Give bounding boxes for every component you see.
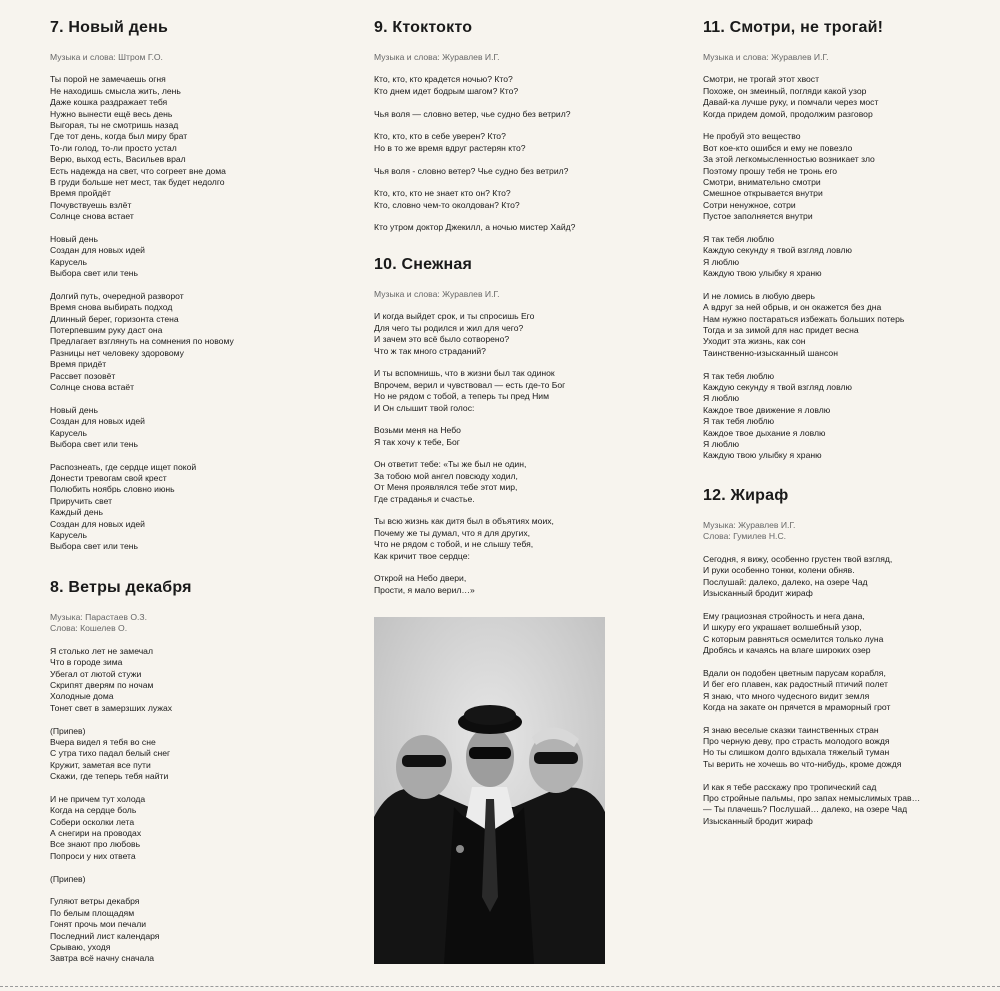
lyric-line: Изысканный бродит жираф xyxy=(703,815,813,826)
lyric-line: Ты верить не хочешь во что-нибудь, кроме дождя xyxy=(703,758,902,769)
lyric-line: Открой на Небо двери, xyxy=(374,573,467,584)
song-12 xyxy=(703,486,993,827)
lyric-line: Полюбить ноябрь словно июнь xyxy=(50,484,175,495)
song-8 xyxy=(50,578,350,965)
lyric-line: Но в то же время вдруг растерян кто? xyxy=(374,142,526,153)
lyric-line: Ему грациозная стройность и нега дана, xyxy=(703,610,865,621)
lyric-line: Я так тебя люблю xyxy=(703,233,775,244)
lyric-line: Я люблю xyxy=(703,393,740,404)
song-7 xyxy=(50,18,350,553)
lyric-line: Прости, я мало верил…» xyxy=(374,584,475,595)
lyric-line: Гонят прочь мои печали xyxy=(50,919,147,930)
lyric-line: Ты порой не замечаешь огня xyxy=(50,74,166,85)
lyric-line: Новый день xyxy=(50,404,98,415)
lyric-line: Выбора свет или тень xyxy=(50,541,138,552)
lyric-line: С которым равняться осмелится только луна xyxy=(703,633,884,644)
lyric-line: Срываю, уходя xyxy=(50,941,111,952)
lyric-line: Чья воля - словно ветер? Чье судно без ветрил? xyxy=(374,165,569,176)
lyric-line: Завтра всё начну сначала xyxy=(50,953,155,964)
lyric-line: (Припев) xyxy=(50,873,86,884)
lyric-stanza-break xyxy=(374,97,634,108)
lyric-line: Когда придем домой, продолжим разговор xyxy=(703,108,873,119)
lyric-line: Донести тревогам свой крест xyxy=(50,473,167,484)
lyric-line: Солнце снова встаёт xyxy=(50,381,135,392)
lyric-line: Скрипят дверям по ночам xyxy=(50,679,154,690)
lyric-line: Я люблю xyxy=(703,256,740,267)
lyric-line: Я столько лет не замечал xyxy=(50,645,153,656)
lyric-line: Смотри, не трогай этот хвост xyxy=(703,74,820,85)
lyric-line: Для чего ты родился и жил для чего? xyxy=(374,322,524,333)
lyric-line: Я знаю веселые сказки таинственных стран xyxy=(703,724,879,735)
lyric-line: Давай-ка лучше руку, и помчали через мост xyxy=(703,97,879,108)
lyric-line: Смешное открывается внутри xyxy=(703,188,823,199)
song-title: 12. Жираф xyxy=(703,487,789,504)
lyric-stanza-break xyxy=(374,177,634,188)
lyric-line: Где страданья и счастье. xyxy=(374,493,475,504)
lyric-line: Про стройные пальмы, про запах немыслимых трав… xyxy=(703,793,921,804)
lyric-line: Кто днем идет бодрым шагом? Кто? xyxy=(374,85,519,96)
bottom-dashed-divider xyxy=(0,986,1000,987)
lyric-line: Каждое твое дыхание я ловлю xyxy=(703,427,826,438)
band-photo-illustration xyxy=(374,617,605,964)
lyric-line: Все знают про любовь xyxy=(50,839,141,850)
lyric-line: Почувствуешь взлёт xyxy=(50,199,132,210)
lyric-line: Выбора свет или тень xyxy=(50,438,138,449)
lyric-line: Кружит, заметая все пути xyxy=(50,759,151,770)
song-title: 10. Снежная xyxy=(374,256,473,273)
lyric-line: Вдали он подобен цветным парусам корабля, xyxy=(703,667,886,678)
lyric-line: Я так хочу к тебе, Бог xyxy=(374,436,460,447)
lyric-line: Попроси у них ответа xyxy=(50,850,136,861)
lyric-stanza-break xyxy=(50,222,350,233)
lyric-line: Даже кошка раздражает тебя xyxy=(50,97,168,108)
lyric-line: Холодные дома xyxy=(50,691,114,702)
lyric-line: Есть надежда на свет, что согреет вне дома xyxy=(50,165,226,176)
lyric-line: Собери осколки лета xyxy=(50,816,135,827)
lyric-line: Кто, кто, кто не знает кто он? Кто? xyxy=(374,188,511,199)
lyric-line: А снегири на проводах xyxy=(50,828,142,839)
lyric-stanza-break xyxy=(374,414,634,425)
lyric-line: Сегодня, я вижу, особенно грустен твой взгляд, xyxy=(703,553,893,564)
lyric-line: Создан для новых идей xyxy=(50,416,145,427)
lyric-stanza-break xyxy=(50,783,350,794)
lyric-line: Выбора свет или тень xyxy=(50,268,138,279)
lyric-line: Каждую секунду я твой взгляд ловлю xyxy=(703,381,852,392)
lyric-line: И бег его плавен, как радостный птичий полет xyxy=(703,679,888,690)
lyric-line: И не ломись в любую дверь xyxy=(703,290,816,301)
lyric-line: Дробясь и качаясь на влаге широких озер xyxy=(703,644,871,655)
song-11 xyxy=(703,18,993,462)
song-title: 9. Ктоктокто xyxy=(374,19,473,36)
lyric-line: Предлагает взглянуть на сомнения по новому xyxy=(50,336,234,347)
lyric-stanza-break xyxy=(703,359,993,370)
lyric-line: Карусель xyxy=(50,427,87,438)
lyric-line: (Припев) xyxy=(50,725,86,736)
lyrics xyxy=(374,311,634,596)
lyric-line: Кто, кто, кто крадется ночью? Кто? xyxy=(374,74,513,85)
lyric-line: Верю, выход есть, Васильев врал xyxy=(50,154,186,165)
lyric-line: — Ты плачешь? Послушай… далеко, на озере Чад xyxy=(703,804,908,815)
lyric-stanza-break xyxy=(374,505,634,516)
lyric-line: Я так тебя люблю xyxy=(703,370,775,381)
song-credit: Музыка и слова: Журавлев И.Г. xyxy=(374,289,500,299)
lyric-line: Ты всю жизнь как дитя был в объятиях моих, xyxy=(374,516,554,527)
lyric-line: Карусель xyxy=(50,530,87,541)
lyric-stanza-break xyxy=(703,222,993,233)
lyric-line: То-ли голод, то-ли просто устал xyxy=(50,142,177,153)
lyric-stanza-break xyxy=(703,599,993,610)
lyric-line: Приручить свет xyxy=(50,495,113,506)
lyric-line: Рассвет позовёт xyxy=(50,370,116,381)
lyric-line: А вдруг за ней обрыв, и он окажется без дна xyxy=(703,302,882,313)
lyric-line: Тонет свет в замерзших лужах xyxy=(50,702,173,713)
song-9 xyxy=(374,18,634,234)
lyric-line: И как я тебе расскажу про тропический сад xyxy=(703,781,877,792)
lyric-line: Время придёт xyxy=(50,359,107,370)
lyric-line: Распознеать, где сердце ищет покой xyxy=(50,461,197,472)
lyric-line: Похоже, он змеиный, погляди какой узор xyxy=(703,85,867,96)
lyric-line: Последний лист календаря xyxy=(50,930,160,941)
lyric-stanza-break xyxy=(374,357,634,368)
lyric-line: За этой легкомысленностью возникает зло xyxy=(703,154,875,165)
lyric-line: Создан для новых идей xyxy=(50,518,145,529)
song-credit: Музыка и слова: Штром Г.О. xyxy=(50,52,163,62)
lyric-line: Создан для новых идей xyxy=(50,245,145,256)
lyric-stanza-break xyxy=(50,450,350,461)
song-credit: Музыка и слова: Журавлев И.Г. xyxy=(703,52,829,62)
lyric-line: Смотри, внимательно смотри xyxy=(703,176,821,187)
lyric-line: Солнце снова встает xyxy=(50,211,134,222)
lyric-line: В груди больше нет мест, так будет недолго xyxy=(50,176,225,187)
lyric-line: Убегал от лютой стужи xyxy=(50,668,142,679)
lyrics xyxy=(50,646,350,965)
lyric-line: Длинный берег, горизонта стена xyxy=(50,313,179,324)
lyric-stanza-break xyxy=(374,120,634,131)
lyric-line: И руки особенно тонки, колени обняв. xyxy=(703,565,855,576)
lyric-line: Уходит эта жизнь, как сон xyxy=(703,336,806,347)
lyric-line: Когда на сердце боль xyxy=(50,805,137,816)
lyric-line: Что ж так много страданий? xyxy=(374,345,486,356)
lyric-line: Нам нужно постараться избежать больших потерь xyxy=(703,313,905,324)
lyric-line: Потерпевшим руку даст она xyxy=(50,325,163,335)
lyric-line: Я люблю xyxy=(703,438,740,449)
lyric-line: С утра тихо падал белый снег xyxy=(50,748,171,759)
lyric-line: Тогда и за зимой для нас придет весна xyxy=(703,325,859,335)
lyric-stanza-break xyxy=(50,393,350,404)
lyric-stanza-break xyxy=(703,656,993,667)
lyric-line: По белым площадям xyxy=(50,907,135,918)
song-credit: Слова: Кошелев О. xyxy=(50,623,128,634)
lyric-line: Что в городе зима xyxy=(50,657,123,668)
lyric-line: Гуляют ветры декабря xyxy=(50,896,140,907)
song-10 xyxy=(374,255,634,596)
lyric-line: Почему же ты думал, что я для других, xyxy=(374,527,531,538)
lyric-line: Когда на закате он прячется в мраморный грот xyxy=(703,701,891,712)
lyric-line: Послушай: далеко, далеко, на озере Чад xyxy=(703,576,868,587)
lyric-line: Таинственно-изысканный шансон xyxy=(703,347,838,358)
lyric-line: Поэтому прошу тебя не тронь его xyxy=(703,165,838,176)
lyric-stanza-break xyxy=(374,154,634,165)
lyric-line: Я так тебя люблю xyxy=(703,416,775,427)
lyric-line: Каждую секунду я твой взгляд ловлю xyxy=(703,245,852,256)
lyric-line: Как кричит твое сердце: xyxy=(374,550,470,561)
lyric-line: Я знаю, что много чудесного видит земля xyxy=(703,690,870,701)
lyric-line: Чья воля — словно ветер, чье судно без ветрил? xyxy=(374,108,571,119)
lyric-line: Каждое твое движение я ловлю xyxy=(703,404,831,415)
lyrics xyxy=(374,74,634,233)
lyric-line: Каждую твою улыбку я храню xyxy=(703,268,822,279)
lyric-line: Кто, словно чем-то околдован? Кто? xyxy=(374,199,520,210)
lyric-line: Карусель xyxy=(50,256,87,267)
lyric-line: И шкуру его украшает волшебный узор, xyxy=(703,622,862,633)
lyric-stanza-break xyxy=(703,770,993,781)
lyric-line: Где тот день, когда был миру брат xyxy=(50,131,188,142)
lyric-line: Не находишь смысла жить, лень xyxy=(50,85,181,96)
song-credit: Музыка: Парастаев О.З. xyxy=(50,612,147,622)
lyric-line: Новый день xyxy=(50,233,98,244)
lyric-line: Время снова выбирать подход xyxy=(50,302,173,313)
band-photo xyxy=(374,617,605,964)
lyric-line: И ты вспомнишь, что в жизни был так одинок xyxy=(374,368,555,379)
lyric-line: И когда выйдет срок, и ты спросишь Его xyxy=(374,311,535,322)
lyric-stanza-break xyxy=(50,279,350,290)
lyric-line: Скажи, где теперь тебя найти xyxy=(50,771,169,782)
lyric-line: Но не рядом с тобой, а теперь ты пред Ним xyxy=(374,391,549,402)
lyric-line: Что не рядом с тобой, и не слышу тебя, xyxy=(374,539,534,550)
lyric-stanza-break xyxy=(374,562,634,573)
lyric-line: За тобою мой ангел повсюду ходил, xyxy=(374,470,518,481)
lyric-line: Не пробуй это вещество xyxy=(703,131,801,142)
lyric-line: Выгорая, ты не смотришь назад xyxy=(50,119,179,130)
lyric-line: Вчера видел я тебя во сне xyxy=(50,736,156,747)
lyric-line: Изысканный бродит жираф xyxy=(703,587,813,598)
song-title: 7. Новый день xyxy=(50,19,169,36)
lyrics xyxy=(703,554,993,827)
lyric-line: Он ответит тебе: «Ты же был не один, xyxy=(374,459,527,470)
song-credit: Музыка и слова: Журавлев И.Г. xyxy=(374,52,500,62)
lyric-line: Впрочем, верил и чувствовал — есть где-то Бог xyxy=(374,379,566,390)
lyric-stanza-break xyxy=(50,714,350,725)
lyric-line: Сотри ненужное, сотри xyxy=(703,199,796,210)
lyric-stanza-break xyxy=(703,713,993,724)
lyric-stanza-break xyxy=(374,448,634,459)
lyric-line: Каждую твою улыбку я храню xyxy=(703,450,822,461)
lyric-stanza-break xyxy=(50,885,350,896)
lyric-line: Возьми меня на Небо xyxy=(374,425,461,436)
lyric-line: Пустое заполняется внутри xyxy=(703,211,813,222)
lyric-line: Долгий путь, очередной разворот xyxy=(50,290,184,301)
song-credit: Музыка: Журавлев И.Г. xyxy=(703,520,796,530)
lyric-stanza-break xyxy=(703,279,993,290)
lyric-line: Вот кое-кто ошибся и ему не повезло xyxy=(703,142,853,153)
lyric-line: Кто утром доктор Джекилл, а ночью мистер Хайд? xyxy=(374,222,576,233)
song-title: 8. Ветры декабря xyxy=(50,579,192,596)
lyric-line: И Он слышит твой голос: xyxy=(374,402,475,413)
lyric-line: От Меня проявлялся тебе этот мир, xyxy=(374,482,518,493)
lyrics xyxy=(50,74,350,552)
lyric-line: Время пройдёт xyxy=(50,188,111,199)
lyrics xyxy=(703,74,993,461)
lyric-stanza-break xyxy=(703,120,993,131)
lyric-line: И не причем тут холода xyxy=(50,793,146,804)
lyric-line: И зачем это всё было сотворено? xyxy=(374,334,510,345)
lyric-line: Кто, кто, кто в себе уверен? Кто? xyxy=(374,131,506,142)
lyric-line: Но ты слишком долго вдыхала тяжелый туман xyxy=(703,747,890,758)
lyric-line: Про черную деву, про страсть молодого вождя xyxy=(703,736,890,747)
lyric-line: Разницы нет человеку здоровому xyxy=(50,347,184,358)
song-credit: Слова: Гумилев Н.С. xyxy=(703,531,787,542)
lyric-stanza-break xyxy=(374,211,634,222)
song-title: 11. Смотри, не трогай! xyxy=(703,19,884,36)
lyric-line: Каждый день xyxy=(50,507,103,518)
lyric-stanza-break xyxy=(50,862,350,873)
lyric-line: Нужно вынести ещё весь день xyxy=(50,108,173,119)
